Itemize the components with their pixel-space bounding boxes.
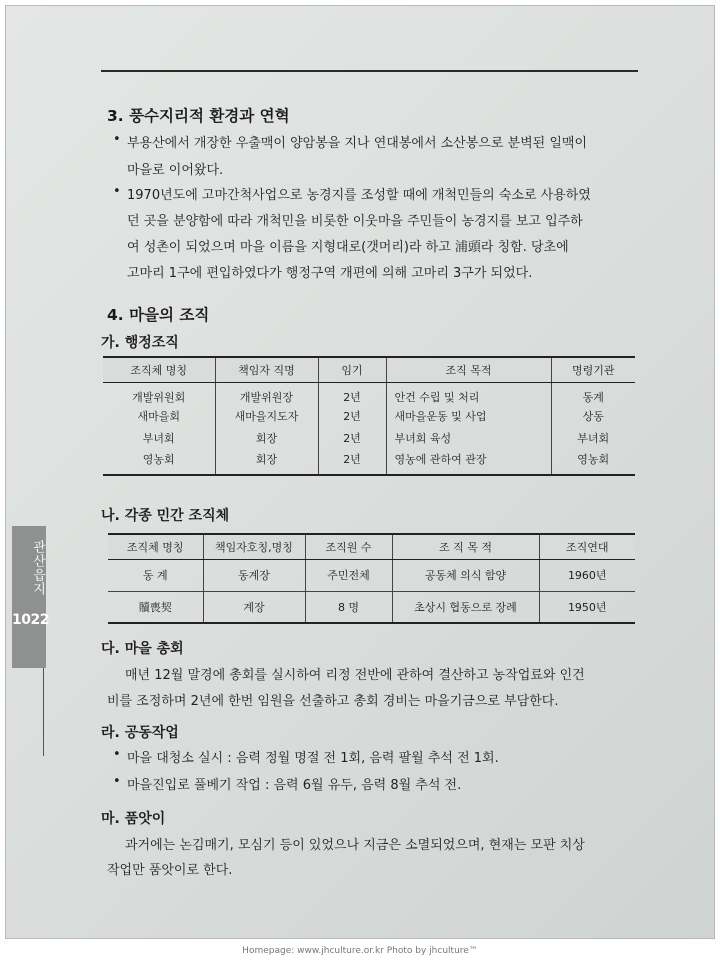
table-row <box>103 449 635 475</box>
table-cell: 안건 수립 및 처리 <box>386 382 551 405</box>
table-cell: 개발위원장 <box>215 382 318 405</box>
ma-line2: 작업만 품앗이로 한다. <box>107 863 233 878</box>
table-cell: 영농회 <box>551 449 635 475</box>
section3-bullet1-line2: 마을로 이어왔다. <box>127 163 224 178</box>
section3-bullet2-line3: 여 성촌이 되었으며 마을 이름을 지형대로(갯머리)라 하고 浦頭라 칭함. 당초에 <box>127 240 569 255</box>
ra-heading: 라. 공동작업 <box>101 725 179 741</box>
section3-bullet2-line1: • 1970년도에 고마간척사업으로 농경지를 조성할 때에 개척민들의 숙소로 사용하였 <box>127 184 591 203</box>
table-cell: 동 계 <box>108 559 203 591</box>
table-cell: 2년 <box>318 427 386 449</box>
table-row <box>108 591 635 623</box>
column-header: 조직체 명칭 <box>108 534 203 559</box>
table-cell: 영농회 <box>103 449 215 475</box>
column-header: 임기 <box>318 357 386 382</box>
ma-heading: 마. 품앗이 <box>101 811 166 827</box>
section3-heading: 3. 풍수지리적 환경과 연혁 <box>107 107 290 125</box>
column-header: 책임자호칭,명칭 <box>203 534 305 559</box>
table-cell: 공동체 의식 함양 <box>392 559 539 591</box>
section3-bullet2-line4: 고마리 1구에 편입하였다가 행정구역 개편에 의해 고마리 3구가 되었다. <box>127 266 533 281</box>
section3-bullet1-line1: • 부용산에서 개장한 우출맥이 양암봉을 지나 연대봉에서 소산봉으로 분벽된 일맥이 <box>127 132 587 151</box>
table-row <box>108 559 635 591</box>
table-cell: 2년 <box>318 405 386 427</box>
footer-credit: Homepage: www.jhculture.or.kr Photo by jhculture™ <box>242 946 478 956</box>
table-cell: 1960년 <box>539 559 635 591</box>
column-header: 조직체 명칭 <box>103 357 215 382</box>
table-cell: 동계 <box>551 382 635 405</box>
table-row <box>103 382 635 405</box>
table-cell: 새마을지도자 <box>215 405 318 427</box>
page-number: 1022 <box>12 612 49 628</box>
side-line <box>43 668 44 756</box>
page-frame <box>5 5 715 939</box>
table-cell: 동계장 <box>203 559 305 591</box>
da-line2: 비를 조정하며 2년에 한번 임원을 선출하고 총회 경비는 마을기금으로 부담한다. <box>107 694 559 709</box>
column-header: 조직연대 <box>539 534 635 559</box>
section3-bullet2-line2: 던 곳을 분양함에 따라 개척민을 비롯한 이웃마을 주민들이 농경지를 보고 입주하 <box>127 214 583 229</box>
ma-line1: 과거에는 논김매기, 모심기 등이 있었으나 지금은 소멸되었으며, 현재는 모판 치상 <box>125 838 585 853</box>
table-header-row <box>103 357 635 382</box>
table-cell: 개발위원회 <box>132 390 186 404</box>
table-cell: 부녀회 <box>551 427 635 449</box>
table-cell: 부녀회 <box>142 431 175 445</box>
table-cell: 영농에 관하여 관장 <box>386 449 551 475</box>
table-cell: 새마을회 <box>137 409 180 423</box>
table-cell: 2년 <box>318 449 386 475</box>
table-cell: 회장 <box>215 427 318 449</box>
na-heading: 나. 각종 민간 조직체 <box>101 508 230 524</box>
table-cell: 주민전체 <box>305 559 392 591</box>
ra-bullet1: • 마을 대청소 실시 : 음력 정월 명절 전 1회, 음력 팔월 추석 전 1회. <box>127 747 499 766</box>
top-rule <box>101 70 638 72</box>
table-cell: 상동 <box>551 405 635 427</box>
column-header: 조직원 수 <box>305 534 392 559</box>
admin-org-table <box>103 356 635 476</box>
table-row <box>103 427 635 449</box>
table-cell: 8 명 <box>305 591 392 623</box>
table-cell: 贖喪契 <box>108 591 203 623</box>
table-cell: 계장 <box>203 591 305 623</box>
column-header: 명령기관 <box>551 357 635 382</box>
side-tab <box>12 526 49 668</box>
column-header: 조 직 목 적 <box>392 534 539 559</box>
table-cell: 회장 <box>215 449 318 475</box>
table-cell: 2년 <box>318 382 386 405</box>
table-cell: 새마을운동 및 사업 <box>386 405 551 427</box>
civil-org-table <box>108 533 635 624</box>
table-header-row <box>108 534 635 559</box>
table-cell: 초상시 협동으로 장례 <box>392 591 539 623</box>
side-tab-title: 관산읍지 <box>30 540 45 596</box>
section4-heading: 4. 마을의 조직 <box>107 306 210 324</box>
ga-heading: 가. 행정조직 <box>101 335 179 351</box>
da-heading: 다. 마을 총회 <box>101 641 184 657</box>
da-line1: 매년 12월 말경에 총회를 실시하여 리정 전반에 관하여 결산하고 농작업료와 인건 <box>125 668 585 683</box>
ra-bullet2: • 마을진입로 풀베기 작업 : 음력 6월 유두, 음력 8월 추석 전. <box>127 774 461 793</box>
column-header: 조직 목적 <box>386 357 551 382</box>
table-row <box>103 405 635 427</box>
table-cell: 1950년 <box>539 591 635 623</box>
column-header: 책임자 직명 <box>215 357 318 382</box>
table-cell: 부녀회 육성 <box>386 427 551 449</box>
